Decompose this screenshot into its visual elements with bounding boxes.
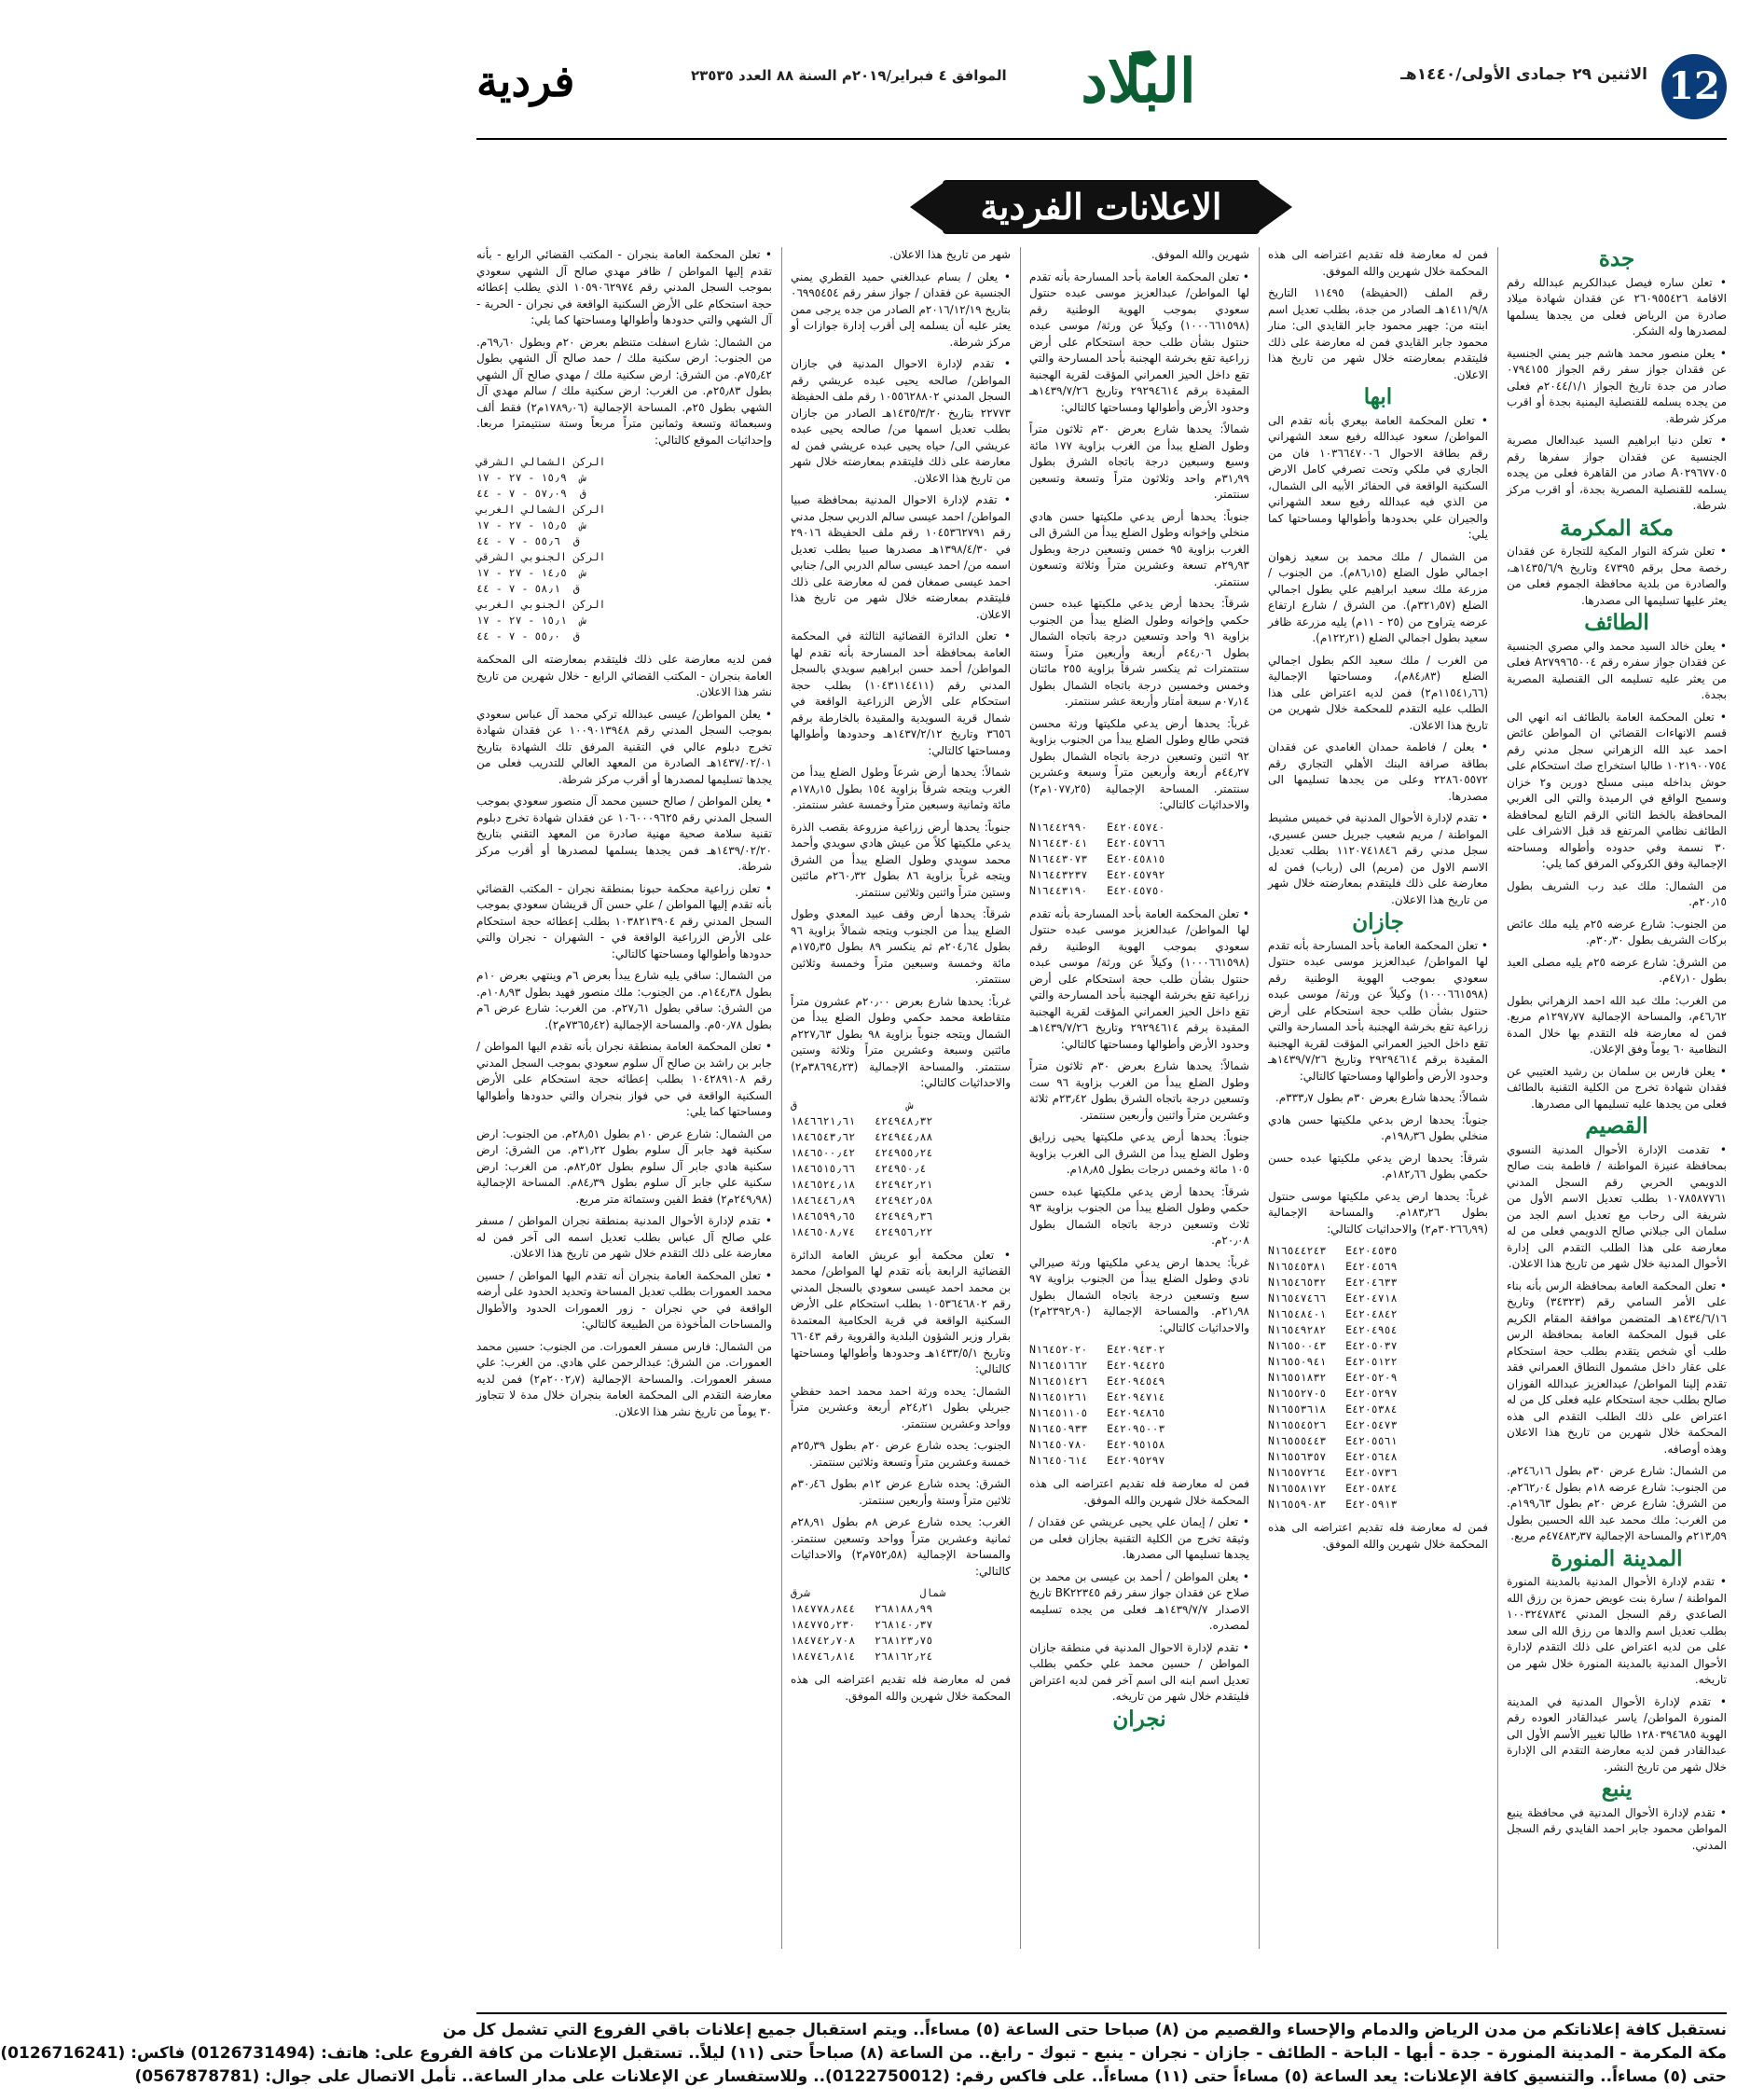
classified-ad: • يعلن المواطن / أحمد بن عيسى بن محمد بن صلاح عن فقدان جواز سفر رقم BK٢٢٣٤٥ تاريخ الاصدار ١٤٣٩/٧/٧هـ فعلى من يجده تسليمه لمصدره. xyxy=(1029,1569,1249,1632)
classified-ad: غرباً: يحدها ارض يدعي ملكيتها موسى حنتول بطول ١٨٣٫٢٦م. والمساحة الإجمالية (٣٠٢٦٦٫٩٩م٢) والاحداثيات كالتالي: xyxy=(1268,1189,1488,1236)
newspaper-logo xyxy=(1045,47,1232,135)
city-heading: جدة xyxy=(1598,246,1635,271)
date-line: الاثنين ٢٩ جمادى الأولى/١٤٤٠هـ xyxy=(1400,65,1647,84)
classified-ad: الغرب: يحده شارع عرض ٨م بطول ٢٨٫٩١م ثمانية وعشرين متراً وواحد وتسعين سنتمتر. والمساحة الإجمالية (٧٥٢٫٥٨م٢) والاحداثيات كالتالي: xyxy=(791,1515,1011,1578)
footer-divider xyxy=(476,2012,1727,2014)
classified-ad: • تقدم لإدارة الاحوال المدنية في منطقة جازان المواطن / حسين محمد علي حكمي بطلب تعديل اسم ابنه الى اسم آخر فمن لديه اعتراض فليتقدم خلال شهر من تاريخه. xyxy=(1029,1640,1249,1703)
section-banner xyxy=(943,180,1260,234)
classified-ad: • يعلن / بسام عبدالغني حميد القطري يمني الجنسية عن فقدان / جواز سفر رقم ٠٦٩٩٥٤٥٤ بتاريخ ٢٠١٦/١٢/١٩م الصادر من جده يرجى ممن يعثر عليه أن يسلمه إلى أقرب إدارة جوازات أو مركز شرطة. xyxy=(791,269,1012,349)
classified-ad: جنوباً: يحدها ارض بدعي ملكيتها حسن هادي منخلي بطول ١٩٨٫٣٦م. xyxy=(1268,1112,1488,1142)
classified-ad: • تعلن شركة النوار المكية للتجارة عن فقدان رخصة محل برقم ٤٧٣٩٥ وتاريخ ١٤٣٥/٦/٩هـ، والصادرة من بلدية محافظة الجموم فعلى من يعثر عليها تسليمها الى مصدرها. xyxy=(1507,545,1727,607)
classified-ad: • تعلن الدائرة القضائية الثالثة في المحكمة العامة بمحافظة أحد المسارحة بأنه تقدم لها المواطن/ أحمد حسن ابراهيم سويدي بالسجل المدني رقم (١٠٤٣١١٤٤١١) بطلب حجة استحكام على الأرض الزراعية الواقعة في شمال قرية السويدية والمقيدة بالخارطة برقم ٣٦٥٦ وتاريخ ١٤٣٧/٢/١٢هـ وحدودها وأطوالها ومساحتها كالتالي: xyxy=(791,629,1011,757)
classified-ad: جنوباً: يحدها أرض يدعي ملكيتها حسن هادي منخلي وإخوانه وطول الضلع يبدأ من الشرق الى الغرب بزاوية ٩٥ خمس وتسعين درجة وبطول ٢٩٫٩٣م تسعة وعشرين متراً وثلاثة وتسعون سنتمتر. xyxy=(1029,509,1249,588)
classified-ad: • تعلن المحكمة العامة بالطائف انه انهي الى قسم الانهاءات القضائي ان المواطن عائض احمد عبد الله الزهراني سجل مدني رقم ١٠٢١٩٠٠٧٥٤ طالبا استخراج صك استحكام على حوش بداخله مبنى مسلح دورين و٢ خزان وسميح الواقع في الرميدة والتي الى الغربي المحافظة بالخط الثاني الرقم التابع لمحافظة الطائف نظامي المرتفع قد قبل الاشراف على ٣٠ نسمة وفي حدوده وأطواله ومساحته الإجمالية وفق الكروكي المرفق كما يلي: xyxy=(1507,710,1727,870)
coordinates-table: N١٦٤٤٢٩٩٠ E٤٢٠٤٥٧٤٠ N١٦٤٤٣٠٤١ E٤٢٠٤٥٧٦٦ N١٦٤٤٣٠٧٣ E٤٢٠٤٥٨١٥ N١٦٤٤٣٢٣٧ E٤٢٠٤٥٧٩٢ N١٦٤٤٣١٩٠ E٤٢٠٤٥٧٥٠ xyxy=(1029,820,1165,897)
classified-ad: • يعلن فارس بن سلمان بن رشيد العتيبي عن فقدان شهادة تخرج من الكلية التقنية بالطائف فعلى من يجدها عليه تسليمها الى مصدرها. xyxy=(1507,1064,1727,1111)
classified-ad: • يعلن المواطن/ عيسى عبدالله تركي محمد آل عباس سعودي بموجب السجل المدني رقم ١٠٠٩٠١٣٩٤٨ عن فقدان شهادة تخرج دبلوم عالي في التقنية المرفق تلك الشهادة بتاريخ ١٤٣٧/٠٢/٠١هـ الصادرة من المعهد العالي للتدريب فعلى من يجدها تسليمها لمصدرها أو أقرب مركز شرطة. xyxy=(476,707,772,786)
coordinates-table: N١٦٤٥٢٠٢٠ E٤٢٠٩٤٣٠٢ N١٦٤٥١٦٦٢ E٤٢٠٩٤٤٢٥ N١٦٤٥١٤٢٦ E٤٢٠٩٤٥٤٩ N١٦٤٥١٢٦١ E٤٢٠٩٤٧١٤ N١٦٤٥١١٠٥ E٤٢٠٩٤٨٦٥ N١٦٤٥٠٩٣٣ E٤٢٠٩٥٠٠٣ N١٦٤٥٠٧٨٠ E٤٢٠٩٥١٥٨ N١٦٤٥٠٦١٤ E٤٢٠٩٥٢٩٧ xyxy=(1029,1343,1165,1467)
classified-ad: • يعلن / فاطمة حمدان الغامدي عن فقدان بطاقة صرافة البنك الأهلي التجاري رقم ٢٢٨٦٠٥٥٧٢ وعلى من يجدها تسليمها الى مصدرها. xyxy=(1268,740,1488,803)
classified-ad: من الشمال: شارع عرض ٣٠م بطول ٢٤٦٫١٦م. من الجنوب: شارع عرضه ١٨م بطول ٢٦٢٫٠٤م. من الشرق: شارع عرض ٢٠م بطول ١٩٩٫٦٣م. من الغرب: ملك محمد عبد الله الحسين بطول ٢١٣٫٥٩م والمساحة الإجمالية ٤٧٤٨٣٫٣٧م مربع. xyxy=(1507,1464,1727,1542)
logo-text: البلاد xyxy=(1081,47,1196,117)
coordinates-table: N١٦٥٤٤٢٤٣ E٤٢٠٤٥٣٥ N١٦٥٤٥٣٨١ E٤٢٠٤٥٦٩ N١٦٥٤٦٥٣٢ E٤٢٠٤٦٣٣ N١٦٥٤٧٤٦٦ E٤٢٠٤٧١٨ N١٦٥٤٨٤٠١ E٤٢٠٤٨٤٢ N١٦٥٤٩٢٨٢ E٤٢٠٤٩٥٤ N١٦٥٥٠٠٤٣ E٤٢٠٥٠٣٧ N١٦٥٥٠٩٤١ E٤٢٠٥١٢٢ N١٦٥٥١٨٣٢ E٤٢٠٥٢٠٩ N١٦٥٥٢٧٠٥ E٤٢٠٥٢٩٧ N١٦٥٥٣٦١٨ E٤٢٠٥٣٨٤ N١٦٥٥٤٥٢٦ E٤٢٠٥٤٧٣ N١٦٥٥٥٤٤٣ E٤٢٠٥٥٦١ N١٦٥٥٦٣٥٧ E٤٢٠٥٦٤٨ N١٦٥٥٧٢٦٤ E٤٢٠٥٧٣٦ N١٦٥٥٨١٧٢ E٤٢٠٥٨٢٤ N١٦٥٥٩٠٨٣ E٤٢٠٥٩١٣ xyxy=(1268,1244,1398,1511)
classified-ad: من الشمال: فارس مسفر العمورات. من الجنوب: حسين محمد العمورات. من الشرق: عبدالرحمن علي هادي. من الغرب: علي مسفر العمورات. والمساحة الإجمالية (٢٠٠٢٫٧م٢) فمن لديه معارضة التقدم الى المحكمة العامة بنجران خلال مدة لا تتجاوز ٣٠ يوماً من تاريخ نشر هذا الاعلان. xyxy=(476,1339,772,1418)
classified-ad: شهر من تاريخ هذا الاعلان. xyxy=(889,248,1011,261)
classified-ad: من الشرق: شارع عرضه ٢٥م يليه مصلى العيد بطول ٤٧٫١٠م. xyxy=(1507,955,1728,985)
masthead xyxy=(476,47,1727,135)
classified-ad: • تعلن المحكمة العامة بمنطقة نجران بأنه تقدم اليها المواطن / جابر بن راشد بن صالح آل سلوم سعودي بموجب السجل المدني رقم ١٠٤٢٨٩١٠٨ بطلب إعطائه حجة استحكام على الأرض السكنية الواقعة في حي فواز بنجران والتي حدودها وأطوالها ومساحتها كما يلي: xyxy=(476,1040,772,1118)
city-heading: الطائف xyxy=(1584,610,1649,635)
classified-ad: شهرين والله الموفق. xyxy=(1151,248,1249,261)
footer-line-1: نستقبل كافة إعلاناتكم من مدن الرياض والدمام والإحساء والقصيم من (٨) صباحا حتى الساعة (٥) مساءاً.. ويتم استقبال جميع إعلانات باقي الفروع التي تشمل كل من xyxy=(442,2021,1727,2039)
classified-ad: جنوباً: يحدها أرض يدعي ملكيتها يحيى زرايق وطول الضلع يبدأ من الشرق الى الغرب بزاوية ١٠٥ مائة وخمس درجات بطول ١٨٫٨٥م. xyxy=(1029,1130,1249,1176)
classified-ad: • تعلن دنيا ابراهيم السيد عبدالعال مصرية الجنسية عن فقدان جواز سفرها رقم A٠٢٩٦٧٧٠٥ صادر من القاهرة فعلى من يجده يسلمه للقنصلية المصرية بجدة، أو اقرب مركز شرطة. xyxy=(1507,434,1727,512)
classified-ad: غرباً: يحدها شارع بعرض ٢٠٫٠٠م عشرون متراً متقاطعة محمد حكمي وطول الضلع يبدأ من الشمال ويتجه جنوباً بزاوية ٩٨ بطول ٢٢٧٫٦٣م مائتين وسبعة وعشرين متراً وثلاثة وستين سنتمتر. والمساحة الإجمالية (٣٨٦٩٤٫٢٣م٢) والاحداثيات كالتالي: xyxy=(791,994,1011,1089)
page-number: 12 xyxy=(1661,54,1727,119)
classified-ad: الشمال: يحده ورثة احمد محمد احمد حفظي جبريلي بطول ٢٤٫٢١م أربعة وعشرين متراً وواحد وعشرين سنتمتر. xyxy=(791,1384,1011,1430)
column-divider xyxy=(1259,247,1260,1949)
section-name: فردية xyxy=(476,56,575,106)
coordinates-table: الركن الشمالي الشرقي ش ١٥٫٩ - ٢٧ - ١٧ ق ٥٧٫٠٩ - ٧ - ٤٤ الركن الشمالي الغربي ش ١٥٫٥ - ٢٧ - ١٧ ق ٥٥٫٦ - ٧ - ٤٤ الركن الجنوبي الشرقي ش ١٤٫٥ - ٢٧ - ١٧ ق ٥٨٫١ - ٧ - ٤٤ الركن الجنوبي الغربي ش ١٥٫١ - ٢٧ - ١٧ ق ٥٥٫٠ - ٧ - ٤٤ xyxy=(476,455,606,642)
edition-line: الموافق ٤ فبراير/٢٠١٩م السنة ٨٨ العدد ٢٣٥٣٥ xyxy=(691,67,1007,84)
classified-ad: • تقدم لإدارة الاحوال المدنية بمحافظة صبيا المواطن/ احمد عيسى سالم الدربي سجل مدني رقم ١٠٤٥٣٦٢٧٩١ رقم ملف الحفيظة ٢٩٠١٦ في ١٣٩٨/٤/٣٠هـ مصدرها صبيا بطلب تعديل اسمه من/ احمد عيسى سالم الدربي الى/ جنابي احمد عيسى صمغان فمن له معارضة على ذلك فليتقدم بمعارضته خلال شهر من تاريخ هذا الاعلان. xyxy=(791,493,1011,621)
classified-ad: • يعلن خالد السيد محمد والي مصري الجنسية عن فقدان جواز سفره رقم A٢٧٩٩٦٥٠٠٤ فعلى من يعثر عليه تسليمه الى القنصلية المصرية بجدة. xyxy=(1507,639,1727,701)
classified-ad: شمالاً: يحدها شارع بعرض ٣٠م ثلاثون متراً وطول الضلع يبدأ من الغرب بزاوية ١٧٧ مائة وسبع وسبعين درجة باتجاه الشرق بطول ٣١٫٩٩م واحد وثلاثون متراً وتسعة وتسعين سنتمتر. xyxy=(1029,422,1250,501)
classified-ad: من الشمال: شارع عرض ١٠م بطول ٢٨٫٥١م. من الجنوب: ارض سكنية فهد جابر آل سلوم بطول ٣١٫٢٢م. من الشرق: ارض سكنية هادي جابر آل سلوم بطول ٨٢٫٥٢م. من الغرب: ارض سكنية علي جابر آل سلوم بطول ٨٤٫٣٩م. المساحة الإجمالية (٢٤٩٫٩٨م٢) فقط الفين وستمائة متر مربع. xyxy=(476,1126,772,1206)
classified-ad: فمن له معارضة فله تقديم اعتراضه الى هذه المحكمة خلال شهرين والله الموفق. xyxy=(1268,248,1488,278)
city-heading: ينبع xyxy=(1601,1776,1633,1802)
banner-title: الاعلانات الفردية xyxy=(980,186,1222,228)
classified-ad: • يعلن منصور محمد هاشم جبر يمني الجنسية عن فقدان جواز سفر رقم الجواز ٠٧٩٤١٥٥ صادر من جدة تاريخ الجواز ٢٠٤٤/١/١م فعلى من يجده يسلمه للقنصلية اليمنية بجدة أو اقرب مركز شرطة. xyxy=(1507,346,1727,425)
classified-ad: من الشمال: شارع اسفلت متنظم بعرض ٢٠م وبطول ٦٩٫٦٠م. من الجنوب: ارض سكنية ملك / حمد صالح آل الشهي بطول ٧٥٫٤٢م. من الشرق: ارض سكنية ملك / مهدي صالح آل الشهي بطول ٢٥٫٨٣م. من الغرب: ارض سكنية ملك / سالم مهدي آل الشهي بطول ٢٥م. المساحة الإجمالية (١٧٨٩٫٠٦م٢) فقط ألف وسبعمائة وتسعة وثمانين متراً مربعاً وستة سنتيمترا مربعا. وإحداثيات الموقع كالتالي: xyxy=(476,335,773,447)
city-heading: المدينة المنورة xyxy=(1550,1545,1683,1571)
ad-column-3 xyxy=(1029,247,1249,1949)
classified-ad: • تعلن محكمة أبو عريش العامة الدائرة القضائية الرابعة بأنه تقدم لها المواطن/ محمد بن محمد احمد عيسى سعودي بالسجل المدني رقم ١٠٥٣٦٤٦٨٠٢ بطلب استحكام على الأرض السكنية الواقعة في قرية الحكامية المعتمدة بقرار وزير الشؤون البلدية والقروية رقم ٦٦٠٤٣ وتاريخ ١٤٣٣/٥/١هـ وحدودها وأطوالها ومساحتها كالتالي: xyxy=(791,1248,1011,1375)
classified-ad: • تقدم لإدارة الأحوال المدنية في المدينة المنورة المواطن/ ياسر عبدالقادر العوده رقم الهوية ١٢٨٠٣٩٤٦٨٥ طالبا تغيير الأسم الأول الى عبدالقادر فمن لديه معارضة التقدم الى الإدارة خلال شهر من تاريخ النشر. xyxy=(1507,1694,1728,1774)
ad-column-1 xyxy=(1507,247,1727,1949)
classified-ad: من الغرب / ملك سعيد الكم بطول اجمالي الضلع (٨٤٫٨٣م)، ومساحتها الإجمالية (١١٥٤١٫٦٦م٢) فمن لديه اعتراض على هذا الطلب عليه التقدم للمحكمة خلال شهرين من تاريخ هذا الاعلان. xyxy=(1268,653,1488,732)
column-divider xyxy=(1497,247,1498,1949)
classified-ad: • تعلن ساره فيصل عبدالكريم عبدالله رقم الاقامة ٢٦٠٩٥٥٤٢٦ عن فقدان شهادة ميلاد صادرة من الرياض فعلى من يجدها يسلمها لمصدرها وله الشكر. xyxy=(1507,275,1727,338)
classified-ad: فمن له معارضة فله تقديم اعتراضه الى هذه المحكمة خلال شهرين والله الموفق. xyxy=(791,1673,1011,1703)
classified-ad: شمالاً: يحدها شارع بعرض ٣٠م بطول ٣٣٣٫٧م. xyxy=(1275,1091,1488,1104)
city-heading: ابها xyxy=(1363,384,1393,409)
contact-footer xyxy=(0,2019,1727,2092)
classified-ad: • تعلن المحكمة العامة بنجران أنه تقدم اليها المواطن / حسين محمد العمورات بطلب تعديل المساحة وتحديد الحدود على أرضه الواقعة في حي نجران - زور العمورات الحدود والأطوال والمساحات المأخوذة من الطبيعة كالتالي: xyxy=(476,1268,772,1331)
classified-ad: الشرق: يحده شارع عرض ١٢م بطول ٣٠٫٤٦م ثلاثين متراً وستة وأربعين سنتمتر. xyxy=(791,1477,1011,1507)
column-divider xyxy=(1020,247,1021,1949)
classified-ad: • تقدم لإدارة الأحوال المدنية بالمدينة المنورة المواطنة / سارة بنت عويض حمزة بن رزق الله الصاعدي رقم السجل المدني ١٠٠٣٢٤٧٨٣٤ بطلب تعديل اسم والدها من رزق الله الى سعد على من لديه اعتراض على ذلك التقدم لإدارة الأحوال المدنية بالمدينة المنورة خلال شهر من تاريخه. xyxy=(1507,1575,1727,1686)
column-divider xyxy=(781,247,782,1949)
classified-ad: شرقاً: يحدها أرض يدعي ملكيتها عبده حسن حكمي وطول الضلع يبدأ من الجنوب بزاوية ٩٣ ثلاث وتسعين درجة باتجاه الشمال بطول ٢٠٫٠٨م. xyxy=(1029,1184,1249,1247)
ad-column-4 xyxy=(791,247,1011,1949)
city-heading: القصيم xyxy=(1585,1113,1648,1139)
footer-line-3: حتى (٥) مساءاً.. والتنسيق كافة الإعلانات: يعد الساعة (٥) مساءاً حتى (١١) مساءاً.. على فاكس رقم: (0122750012).. وللاستفسار عن الإعلانات على مدار الساعة.. تأمل الاتصال على جوال: (0567878781) xyxy=(134,2067,1727,2086)
classified-ad: شرقاً: يحدها ارض يدعي ملكيتها عبده حسن حكمي بطول ١٨٢٫٦٦م. xyxy=(1268,1151,1488,1181)
classified-ad: جنوباً: يحدها أرض زراعية مزروعة بقصب الذرة يدعي ملكيتها كلاً من عيش هادي سويدي وأحمد محمد سويدي وطول الضلع يبدأ من الشرق ويتجه غرباً بزاوية ٨٦ بطول ٢٦٠٫٣٢م مائتين وستين متراً واثنين وثلاثين سنتمتر. xyxy=(791,820,1011,899)
classified-ad: شمالاً: يحدها أرض شرعاً وطول الضلع يبدأ من الغرب ويتجه شرقاً بزاوية ١٥٤ بطول ١٧٨٫١٥م مائة وثمانية وسبعين متراً وخمسة عشر سنتمتر. xyxy=(791,766,1012,811)
classified-ad: • تعلن المحكمة العامة بيعري بأنه تقدم الى المواطن/ سعود عبدالله رفيع سعد الشهراني رقم بطاقة الاحوال ١٠٣٦٦٤٧٠٠٦ فان من الجاري في ملكي وتحت تصرفي كامل الارض السكنية الواقعة في الحفائر الأبيه الى الشمال، من الذي فيه عبدالله رفيع سعد الشهراني والجيران علي بحدودها وأطوالها ومساحتها كما يلي: xyxy=(1268,413,1488,541)
classified-ad: • تعلن المحكمة العامة بنجران - المكتب القضائي الرابع - بأنه تقدم إليها المواطن / ظافر مهدي صالح آل الشهي سعودي بموجب السجل المدني رقم ١٠٥٩٠٦٢٩٧٤ الذي يطلب إعطائه حجة استحكام على الأرض السكنية الواقعة في نجران - الحرية - آل الشهي والتي حدودها وأطوالها ومساحتها كما يلي: xyxy=(476,248,772,326)
classified-ad: من الشمال / ملك محمد بن سعيد زهوان اجمالي طول الضلع (٨٦٫١٥م). من الجنوب / مزرعة ملك سعيد ابراهيم علي بطول اجمالي الضلع (٣٢١٫٥٧م). من الشرق / شارع ارتفاع عرضه يتراوح من (٢٥ - ١١م) يليه مزرعة ظافر سعيد بطول اجمالي الضلع (١٢٢٫٢١م). xyxy=(1268,549,1489,644)
city-heading: مكة المكرمة xyxy=(1559,515,1674,541)
classified-ad: شرقاً: يحدها أرض يدعي ملكيتها عبده حسن حكمي وإخوانه وطول الضلع يبدأ من الجنوب بزاوية ٩١ واحد وتسعين درجة باتجاه الشمال بطول ٤٤٫٠٦م أربعة وأربعين متراً وستة سنتمترات ثم ينكسر شرقاً بزاوية ٢٥٥ مائتان وخمس وخمسين درجة باتجاه الشمال بطول ٠٧٫١٤م سبعة أمتار وأربعة عشر سنتمتر. xyxy=(1029,597,1249,708)
classified-ad: • تقدم لإدارة الأحوال المدنية بمنطقة نجران المواطن / مسفر علي صالح آل عباس بطلب تعديل اسمه الى آخر فمن له معارضة على ذلك التقدم خلال شهر من تاريخ هذا الاعلان. xyxy=(476,1214,772,1260)
ad-column-2 xyxy=(1268,247,1488,1949)
classified-ad: • تعلن المحكمة العامة بأحد المسارحة بأنه تقدم لها المواطن/ عبدالعزيز موسى عبده حنتول سعودي بموجب الهوية الوطنية رقم (١٠٠٠٦٦١٥٩٨) وكيلاً عن ورثة/ موسى عبده حنتول بشأن طلب حجة استحكام على أرض زراعية تقع بخرشة الهجنبة بأحد المسارحة والتي تقع داخل الحيز العمراني المؤقت لقرية الهجنبة المقيدة برقم ٢٩٢٩٤٦١٤ وتاريخ ١٤٣٩/٧/٢٦هـ وحدود الأرض وأطوالها ومساحتها كالتالي: xyxy=(1029,269,1249,414)
classified-ad: شمالاً: يحدها شارع بعرض ٣٠م ثلاثون متراً وطول الضلع يبدأ من الغرب بزاوية ٩٦ ست وتسعين درجة باتجاه الشرق بطول ٢٣٫٤٢م ثلاثة وعشرين متراً واثنين وأربعين سنتمتر. xyxy=(1029,1059,1249,1122)
banner-left-arrow xyxy=(910,180,947,234)
classified-ad: الجنوب: يحده شارع عرض ٢٠م بطول ٢٥٫٣٩م خمسة وعشرين متراً وتسعة وثلاثين سنتمتر. xyxy=(791,1439,1011,1469)
classified-ad: • يعلن المواطن / صالح حسين محمد آل منصور سعودي بموجب السجل المدني رقم ١٠٦٠٠٠٩٦٢٥ عن فقدان شهادة تخرج دبلوم تقنية سلامة صحية مهنية صادرة من المعهد التقني بتاريخ ١٤٣٩/٠٢/٢٠هـ فمن يجدها يسلمها لمصدرها أو أقرب مركز شرطة. xyxy=(476,794,772,873)
coordinates-table: ش ق ٤٢٤٩٤٨٫٣٢ ١٨٤٦٦٢١٫٦١ ٤٢٤٩٤٤٫٨٨ ١٨٤٦٥٤٣٫٦٢ ٤٢٤٩٥٥٫٢٤ ١٨٤٦٥٠٠٫٤٢ ٤٢٤٩٥٠٫٤ ١٨٤٦٥١٥٫٦٦ ٤٢٤٩٤٢٫٢١ ١٨٤٦٥٢٤٫١٨ ٤٢٤٩٤٢٫٥٨ ١٨٤٦٤٤٦٫٨٩ ٤٢٤٩٤٩٫٣٦ ١٨٤٦٥٩٩٫٦٥ ٤٢٤٩٥٦٫٢٢ ١٨٤٦٥٠٨٫٧٤ xyxy=(791,1098,933,1238)
city-heading: نجران xyxy=(1112,1706,1166,1732)
classified-ad: فمن له معارضة فله تقديم اعتراضه الى هذه المحكمة خلال شهرين والله الموفق. xyxy=(1029,1477,1249,1507)
classified-ad: • تقدمت الإدارة الأحوال المدنية النسوي بمحافظة عنيزة المواطنة / فاطمة بنت صالح الدويمي الحربي رقم السجل المدني ١٠٧٨٥٨٧٧٦١ بطلب تعديل الاسم الأول من شريفة الى رحاب مع تعديل اسم الجد من سلمان الى جبلاني صالح الدويمي فعلى من له معارضة على هذا الطلب التقدم الى إدارة الأحوال المدنية خلال شهر من تاريخ هذا الاعلان. xyxy=(1507,1142,1727,1270)
classified-ad: من الشمال: ملك عبد رب الشريف بطول ٢٠٫١٥م. xyxy=(1507,878,1727,908)
classified-ad: • تعلن المحكمة العامة بمحافظة الرس بأنه بناء على الأمر السامي رقم (٣٤٣٢٣) وتاريخ ١٤٣٤/٦/١٦هـ المتضمن موافقة المقام الكريم على قبول المحكمة العامة بمحافظة الرس طلب أي شخص يتقدم بطلب حجة استحكام على عقار داخل مشمول النطاق العمراني فقد تقدم إلينا المواطن/ عبدالعزيز عبدالله الفوزان صالح بطلب حجة استحكام عليه فعلى كل من له اعتراض على ذلك الطلب التقدم الى هذه المحكمة خلال شهرين من تاريخ هذا الاعلان وهذه أوصافه. xyxy=(1507,1278,1727,1456)
footer-line-2: مكة المكرمة - المدينة المنورة - جدة - أبها - الباحة - الطائف - جازان - نجران - ينبع - تبوك - رابغ.. من الساعة (٨) صباحاً حتى (١١) ليلاً.. تستقبل الإعلانات من كافة الفروع على: هاتف: (0126731494) فاكس: (0126716241) xyxy=(0,2044,1727,2063)
classified-ad: • تقدم لإدارة الاحوال المدنية في جازان المواطن/ صالحه يحيى عبده عريشي رقم السجل المدني ١٠٥٥٦٢٨٨٠٢ رقم ملف الحفيظة ٢٢٧٧٣ بتاريخ ١٤٣٥/٣/٢٠هـ الصادر من جازان بطلب تعديل اسمها من/ صالحه يحيى عبده عريشي الى/ حياه يحيى عبده عريشي فمن له معارضة على ذلك فليتقدم بمعارضته خلال شهر من تاريخ هذا الاعلان. xyxy=(791,357,1011,485)
banner-right-arrow xyxy=(1255,180,1292,234)
city-heading: جازان xyxy=(1352,909,1404,934)
classified-ad: • تعلن المحكمة العامة بأحد المسارحة بأنه تقدم لها المواطن/ عبدالعزيز موسى عبده حنتول سعودي بموجب الهوية الوطنية رقم (١٠٠٠٦٦١٥٩٨) وكيلاً عن ورثة/ موسى عبده حنتول بشأن طلب حجة استحكام على أرض زراعية تقع بخرشة الهجنبة بأحد المسارحة والتي تقع داخل الحيز العمراني المؤقت لقرية الهجنبة المقيدة برقم ٢٩٢٩٤٦١٤ وتاريخ ١٤٣٩/٧/٢٦هـ وحدود الأرض وأطوالها ومساحتها كالتالي: xyxy=(1029,906,1249,1051)
classified-ad: فمن له معارضة فله تقديم اعتراضه الى هذه المحكمة خلال شهرين والله الموفق. xyxy=(1268,1521,1488,1551)
classified-ad: من الشمال: ساقي يليه شارع يبدأ بعرض ٦م وينتهي بعرض ١٠م بطول ١٤٤٫٣٨م. من الجنوب: ملك منصور فهيد بطول ١٠٨٫٩٣م. من الشرق: ساقي بطول ٢٧٫٦١م. من الغرب: شارع عرض ٦م بطول ٥٠٫٧٨م. والمساحة الإجمالية (٧٣٦٥٫٤٢م٢). xyxy=(476,969,773,1031)
ad-column-5 xyxy=(476,247,772,1949)
classified-ad: • تقدم لإدارة الأحوال المدنية في خميس مشيط المواطنة / مريم شعيب جبريل حسن عسيري، سجل مدني رقم ١١٢٠٧٤١٨٤٦ بطلب تعديل الاسم الاول من (مريم) الى (رباب) فمن له معارضة على ذلك فليتقدم بمعارضته خلال شهر من تاريخ هذا الاعلان. xyxy=(1268,811,1488,906)
classified-ad: • تقدم لإدارة الأحوال المدنية في محافظة ينبع المواطن محمود جابر احمد الفايدي رقم السجل المدني. xyxy=(1507,1805,1727,1852)
masthead-divider xyxy=(476,138,1727,140)
classified-ad: رقم الملف (الحفيظة) ١١٤٩٥ التاريخ ١٤١١/٩/٨هـ الصادر من جدة، بطلب تعديل اسم ابنته من: جهير محمود جابر القايدي الى: منار محمود جابر القايدي فمن له معارضة على ذلك فليتقدم بمعارضته خلال شهر من تاريخ هذا الاعلان. xyxy=(1268,286,1488,381)
classified-ad: غرباً: يحدها ارض يدعي ملكيتها ورثة صيرالي نادي وطول الضلع يبدأ من الجنوب بزاوية ٩٧ سبع وتسعين درجة باتجاه الشمال بطول ٢١٫٩٨م. والمساحة الإجمالية (٢٣٩٢٫٩٠م٢) والاحداثيات كالتالي: xyxy=(1029,1255,1249,1334)
classified-ad: فمن لديه معارضة على ذلك فليتقدم بمعارضته الى المحكمة العامة بنجران - المكتب القضائي الرابع - خلال شهرين من تاريخ نشر هذا الاعلان. xyxy=(476,653,772,698)
classified-ad: • تعلن / إيمان علي يحيى عريشي عن فقدان / وثيقة تخرج من الكلية التقنية بجازان فعلى من يجدها تسليمها الى مصدرها. xyxy=(1029,1515,1249,1561)
classified-ad: من الغرب: ملك عبد الله احمد الزهراني بطول ٤٦٫٦٢م، والمساحة الإجمالية ١٢٩٧٫٧٧م مربع. فمن له معارضة فله التقدم بها خلال المدة النظامية ٦٠ يوماً وفق الإعلان. xyxy=(1507,993,1727,1056)
classified-ad: غرباً: يحدها أرض يدعي ملكيتها ورثة محسن فتحي طالع وطول الضلع يبدأ من الجنوب بزاوية ٩٢ اثنين وتسعين درجة باتجاه الشمال بطول ٤٤٫٢٧م أربعة وأربعين متراً وسبعة وعشرين سنتمتر. المساحة الإجمالية (١٠٧٧٫٢٥م٢) والاحداثيات كالتالي: xyxy=(1029,716,1249,811)
classified-ad: شرقاً: يحدها أرض وقف عبيد المعدي وطول الضلع يبدأ من الجنوب ويتجه شمالاً بزاوية ٩٦ بطول ٢٠٤٫٦٤م ثم ينكسر ٨٩ بطول ١٧٥٫٣٥م مائة وخمسة وسبعين متراً وخمسة وثلاثين سنتمتر. xyxy=(791,907,1011,986)
classified-ad: • تعلن المحكمة العامة بأحد المسارحة بأنه تقدم لها المواطن/ عبدالعزيز موسى عبده حنتول سعودي بموجب الهوية الوطنية رقم (١٠٠٠٦٦١٥٩٨) وكيلاً عن ورثة/ موسى عبده حنتول بشأن طلب حجة استحكام على أرض زراعية تقع بخرشة الهجنبة بأحد المسارحة والتي تقع داخل الحيز العمراني المؤقت لقرية الهجنبة المقيدة برقم ٢٩٢٩٤٦١٤ وتاريخ ١٤٣٩/٧/٢٦هـ وحدود الأرض وأطوالها ومساحتها كالتالي: xyxy=(1268,938,1488,1083)
classified-ad: • تعلن زراعية محكمة حبونا بمنطقة نجران - المكتب القضائي بأنه تقدم إليها المواطن / علي حسن آل قريشان سعودي بموجب السجل المدني رقم ١٠٣٨٢١٣٩٠٤ بطلب إعطائه حجة استحكام على الأرض الزراعية الواقعة في - الشهران - نجران والتي حدودها وأطوالها ومساحتها كالتالي: xyxy=(476,881,772,960)
classified-ad: من الجنوب: شارع عرضه ٢٥م يليه ملك عائض بركات الشريف بطول ٣٠٫٣٠م. xyxy=(1507,917,1727,946)
coordinates-table: شمال شرق ٢٦٨١٨٨٫٩٩ ١٨٤٧٧٨٫٨٤٤ ٢٦٨١٤٠٫٣٧ ١٨٤٧٧٥٫٢٣٠ ٢٦٨١٢٣٫٧٥ ١٨٤٧٤٢٫٧٠٨ ٢٦٨١٦٢٫٢٤ ١٨٤٧٤٦٫٨١٤ xyxy=(791,1586,946,1663)
